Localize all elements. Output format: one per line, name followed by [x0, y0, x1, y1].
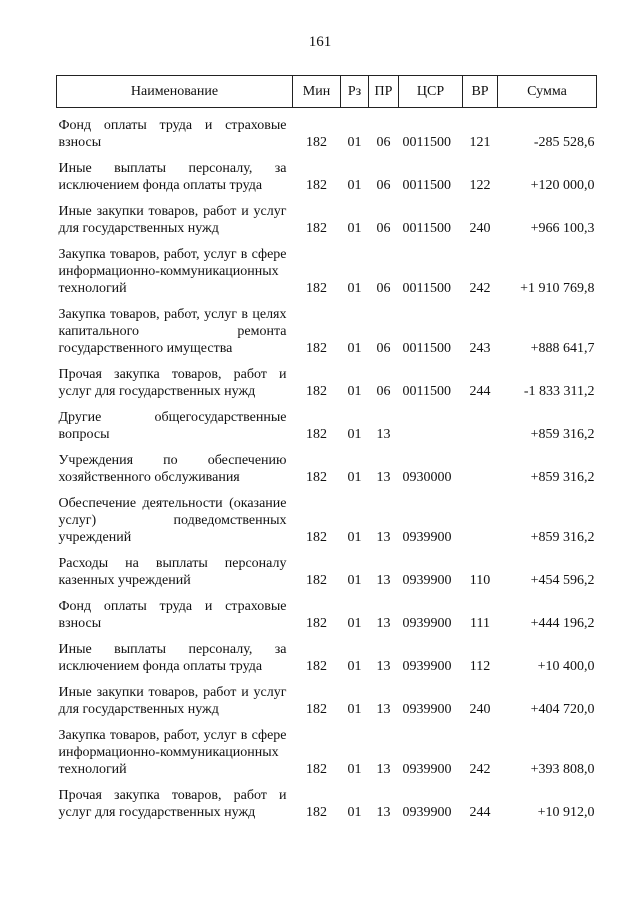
- cell-sum: +888 641,7: [530, 341, 595, 356]
- cell-vr: 240: [469, 221, 491, 236]
- cell-csr: 0939900: [402, 659, 452, 674]
- budget-table: [56, 75, 597, 823]
- cell-sum: -1 833 311,2: [523, 384, 595, 399]
- cell-rz: 01: [347, 427, 362, 442]
- cell-vr: 121: [469, 135, 491, 150]
- cell-pr: 06: [376, 384, 391, 399]
- cell-rz: 01: [347, 281, 362, 296]
- cell-csr: 0939900: [402, 762, 452, 777]
- cell-sum: +966 100,3: [530, 221, 595, 236]
- cell-csr: 0930000: [402, 470, 452, 485]
- table-row: [57, 780, 597, 823]
- cell-name: Расходы на выплаты персоналу казенных учреждений: [58, 556, 287, 588]
- header-min: Мин: [293, 76, 341, 108]
- cell-name: Иные закупки товаров, работ и услуг для государственных нужд: [58, 685, 287, 717]
- cell-min: 182: [306, 178, 327, 193]
- cell-name: Другие общегосударственные вопросы: [58, 410, 287, 442]
- cell-vr: 243: [469, 341, 491, 356]
- table-body: [57, 108, 597, 824]
- cell-rz: 01: [347, 616, 362, 631]
- cell-pr: 06: [376, 341, 391, 356]
- cell-sum: +393 808,0: [530, 762, 595, 777]
- cell-rz: 01: [347, 384, 362, 399]
- cell-rz: 01: [347, 341, 362, 356]
- cell-sum: +10 400,0: [537, 659, 595, 674]
- cell-vr: 242: [469, 281, 491, 296]
- header-pr: ПР: [369, 76, 399, 108]
- cell-min: 182: [306, 659, 327, 674]
- cell-pr: 13: [376, 427, 391, 442]
- cell-csr: 0011500: [402, 281, 451, 296]
- cell-name: Иные выплаты персоналу, за исключением фонда оплаты труда: [58, 161, 287, 193]
- cell-rz: 01: [347, 762, 362, 777]
- cell-vr: 122: [469, 178, 491, 193]
- cell-sum: -285 528,6: [533, 135, 595, 150]
- cell-pr: 13: [376, 762, 391, 777]
- cell-rz: 01: [347, 178, 362, 193]
- cell-sum: +859 316,2: [530, 427, 595, 442]
- cell-name: Иные закупки товаров, работ и услуг для государственных нужд: [58, 204, 287, 236]
- cell-rz: 01: [347, 135, 362, 150]
- cell-min: 182: [306, 281, 327, 296]
- cell-min: 182: [306, 530, 327, 545]
- cell-vr: 110: [469, 573, 491, 588]
- cell-rz: 01: [347, 470, 362, 485]
- cell-rz: 01: [347, 221, 362, 236]
- cell-csr: 0939900: [402, 530, 452, 545]
- cell-vr: 240: [469, 702, 491, 717]
- cell-min: 182: [306, 616, 327, 631]
- cell-csr: 0011500: [402, 341, 451, 356]
- cell-pr: 13: [376, 616, 391, 631]
- table-row: [57, 677, 597, 720]
- cell-name: Иные выплаты персоналу, за исключением фонда оплаты труда: [58, 642, 287, 674]
- cell-csr: [399, 402, 463, 445]
- cell-name: Обеспечение деятельности (оказание услуг) подведомственных учреждений: [58, 496, 287, 545]
- cell-rz: 01: [347, 573, 362, 588]
- cell-pr: 13: [376, 573, 391, 588]
- cell-min: 182: [306, 427, 327, 442]
- cell-pr: 13: [376, 805, 391, 820]
- header-rz: Рз: [341, 76, 369, 108]
- table-header-row: [57, 76, 597, 108]
- table-row: [57, 108, 597, 154]
- table-row: [57, 402, 597, 445]
- table-row: [57, 591, 597, 634]
- cell-pr: 13: [376, 702, 391, 717]
- cell-name: Учреждения по обеспечению хозяйственного обслуживания: [58, 453, 287, 485]
- cell-name: Закупка товаров, работ, услуг в сфере информационно-коммуникационных технологий: [58, 728, 287, 777]
- cell-sum: +859 316,2: [530, 470, 595, 485]
- cell-sum: +444 196,2: [530, 616, 595, 631]
- cell-pr: 13: [376, 659, 391, 674]
- cell-vr: 242: [469, 762, 491, 777]
- header-vr: ВР: [463, 76, 498, 108]
- cell-sum: +454 596,2: [530, 573, 595, 588]
- table-row: [57, 359, 597, 402]
- table-row: [57, 634, 597, 677]
- cell-csr: 0011500: [402, 384, 451, 399]
- cell-sum: +1 910 769,8: [520, 281, 595, 296]
- cell-csr: 0011500: [402, 221, 451, 236]
- cell-vr: [463, 488, 498, 548]
- cell-min: 182: [306, 221, 327, 236]
- cell-csr: 0011500: [402, 135, 451, 150]
- cell-pr: 13: [376, 530, 391, 545]
- header-name: Наименование: [57, 76, 293, 108]
- page-number: 161: [308, 34, 332, 50]
- cell-min: 182: [306, 702, 327, 717]
- cell-sum: +404 720,0: [530, 702, 595, 717]
- cell-pr: 06: [376, 135, 391, 150]
- cell-min: 182: [306, 805, 327, 820]
- cell-rz: 01: [347, 702, 362, 717]
- table-row: [57, 299, 597, 359]
- cell-csr: 0011500: [402, 178, 451, 193]
- cell-name: Фонд оплаты труда и страховые взносы: [58, 118, 287, 150]
- cell-vr: 244: [469, 384, 491, 399]
- cell-sum: +120 000,0: [530, 178, 595, 193]
- cell-min: 182: [306, 573, 327, 588]
- table-row: [57, 445, 597, 488]
- table-row: [57, 153, 597, 196]
- cell-pr: 13: [376, 470, 391, 485]
- header-sum: Сумма: [498, 76, 597, 108]
- cell-sum: +859 316,2: [530, 530, 595, 545]
- cell-rz: 01: [347, 659, 362, 674]
- table-row: [57, 488, 597, 548]
- cell-vr: [463, 402, 498, 445]
- cell-pr: 06: [376, 221, 391, 236]
- cell-csr: 0939900: [402, 702, 452, 717]
- cell-sum: +10 912,0: [537, 805, 595, 820]
- cell-name: Закупка товаров, работ, услуг в целях капитального ремонта государственного имущества: [58, 307, 287, 356]
- cell-min: 182: [306, 341, 327, 356]
- cell-min: 182: [306, 762, 327, 777]
- cell-name: Прочая закупка товаров, работ и услуг для государственных нужд: [58, 788, 287, 820]
- cell-csr: 0939900: [402, 573, 452, 588]
- cell-min: 182: [306, 470, 327, 485]
- cell-name: Фонд оплаты труда и страховые взносы: [58, 599, 287, 631]
- cell-pr: 06: [376, 281, 391, 296]
- cell-pr: 06: [376, 178, 391, 193]
- cell-name: Закупка товаров, работ, услуг в сфере информационно-коммуникационных технологий: [58, 247, 287, 296]
- table-row: [57, 720, 597, 780]
- cell-vr: 111: [470, 616, 490, 631]
- cell-vr: [463, 445, 498, 488]
- table-row: [57, 548, 597, 591]
- cell-rz: 01: [347, 530, 362, 545]
- table-row: [57, 196, 597, 239]
- table-row: [57, 239, 597, 299]
- cell-rz: 01: [347, 805, 362, 820]
- cell-vr: 112: [469, 659, 491, 674]
- cell-min: 182: [306, 135, 327, 150]
- header-csr: ЦСР: [399, 76, 463, 108]
- cell-min: 182: [306, 384, 327, 399]
- cell-vr: 244: [469, 805, 491, 820]
- cell-name: Прочая закупка товаров, работ и услуг для государственных нужд: [58, 367, 287, 399]
- cell-csr: 0939900: [402, 616, 452, 631]
- cell-csr: 0939900: [402, 805, 452, 820]
